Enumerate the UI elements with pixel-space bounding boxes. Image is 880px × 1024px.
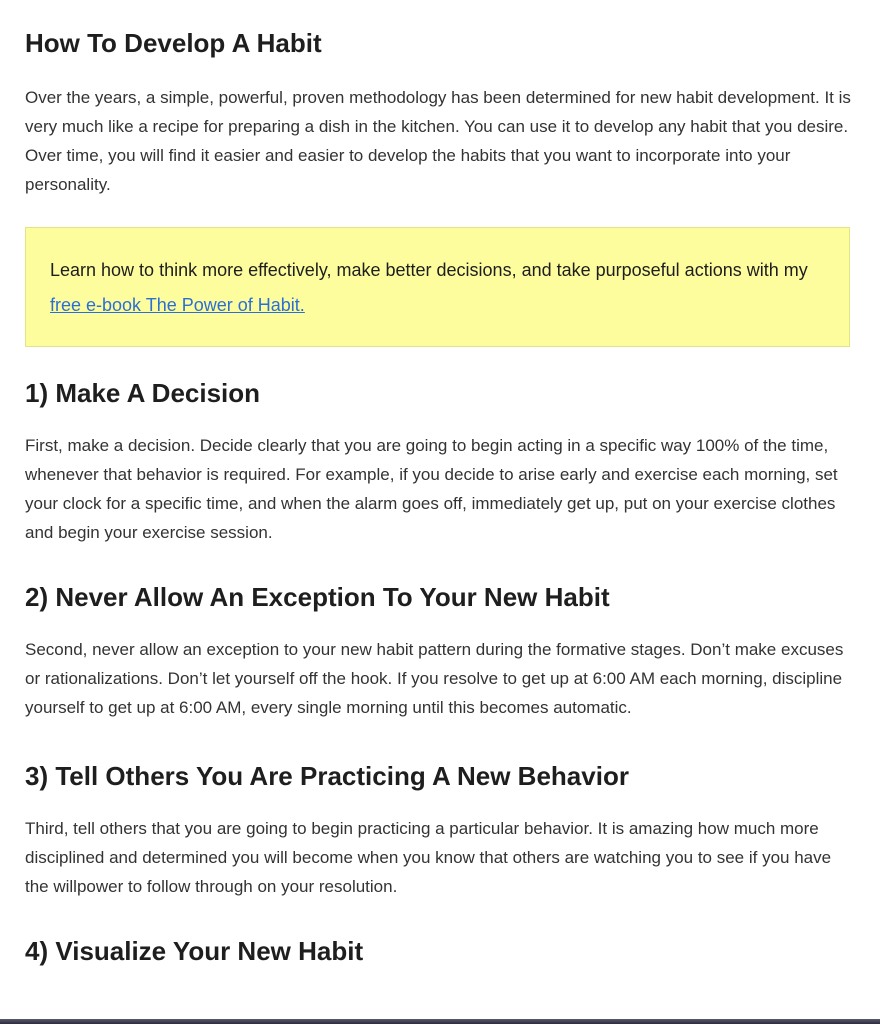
intro-paragraph: Over the years, a simple, powerful, proven methodology has been determined for new habit development. It is very much like a recipe for preparing a dish in the kitchen. You can use it to develop any habit that you desire. Over time, you will find it easier and easier to develop the habits that you want to incorporate into your personality. bbox=[25, 88, 851, 194]
window-bottom-edge bbox=[0, 1019, 880, 1024]
ebook-callout-box bbox=[25, 227, 850, 347]
article-title: How To Develop A Habit bbox=[25, 28, 322, 58]
callout-text: Learn how to think more effectively, make better decisions, and take purposeful actions with my bbox=[50, 260, 808, 280]
section-heading-never-allow-exception: 2) Never Allow An Exception To Your New Habit bbox=[25, 582, 610, 612]
ebook-link[interactable]: free e-book The Power of Habit. bbox=[50, 295, 305, 315]
section-body-tell-others: Third, tell others that you are going to begin practicing a particular behavior. It is amazing how much more disciplined and determined you will become when you know that others are watching you to see if you have the willpower to follow through on your resolution. bbox=[25, 819, 832, 896]
section-body-never-allow-exception: Second, never allow an exception to your new habit pattern during the formative stages. Don’t make excuses or rationalizations. Don’t let yourself off the hook. If you resolve to get up at 6:00 AM each morning, discipline yourself to get up at 6:00 AM, every single morning until this becomes automatic. bbox=[25, 640, 844, 717]
section-heading-tell-others: 3) Tell Others You Are Practicing A New Behavior bbox=[25, 761, 629, 791]
section-body-make-a-decision: First, make a decision. Decide clearly that you are going to begin acting in a specific way 100% of the time, whenever that behavior is required. For example, if you decide to arise early and exercise each morning, set your clock for a specific time, and when the alarm goes off, immediately get up, put on your exercise clothes and begin your exercise session. bbox=[25, 436, 838, 542]
section-heading-make-a-decision: 1) Make A Decision bbox=[25, 378, 261, 408]
article bbox=[25, 0, 855, 967]
section-heading-visualize: 4) Visualize Your New Habit bbox=[25, 936, 364, 966]
